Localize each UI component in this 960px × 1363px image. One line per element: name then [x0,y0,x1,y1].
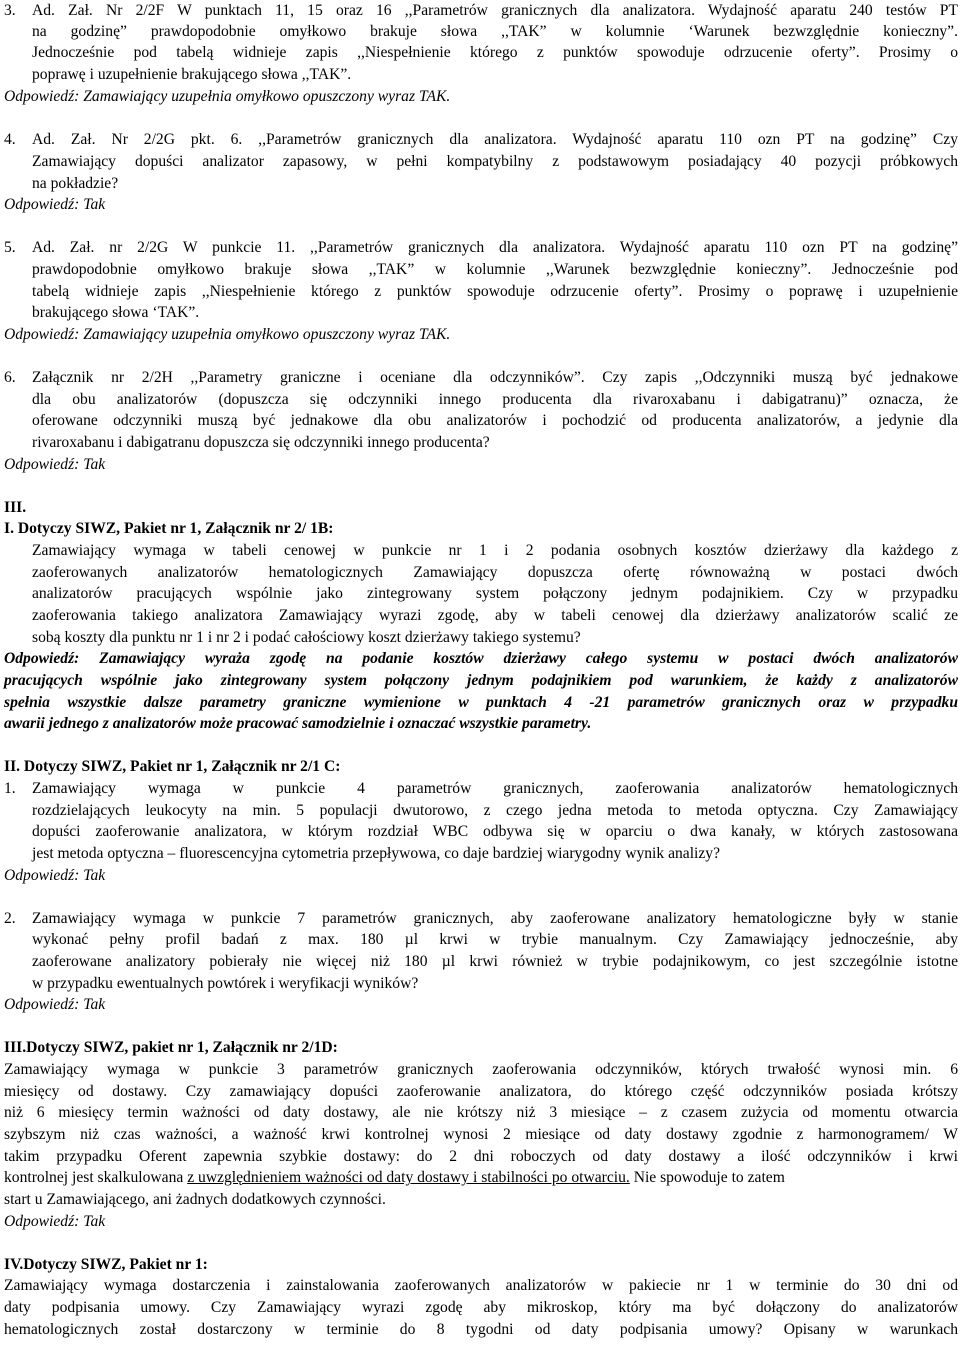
text-line [4,778,958,800]
text-line [4,367,958,389]
text-line: brakującego słowa ‘TAK”. [32,304,200,321]
answer-line: Odpowiedź: Zamawiający wyraża zgodę na podanie kosztów dzierżawy całego systemu w postaci dwóch analizatorów [4,650,958,667]
text-line [4,0,958,22]
answer-line: Odpowiedź: Tak [4,196,106,213]
text-line: w przypadku ewentualnych powtórek i weryfikacji wyników? [32,975,419,992]
answer-line: awarii jednego z analizatorów może pracować samodzielnie i oznaczać wszystkie parametry. [4,715,592,732]
answer-line: Odpowiedź: Tak [4,867,106,884]
text-line [4,129,958,151]
section-heading: IV.Dotyczy SIWZ, Pakiet nr 1: [4,1256,208,1273]
text-line: Jednocześnie pod tabelą widnieje zapis ,,Niespełnienie którego z punktów spowoduje odrzucenie oferty”. Prosimy o [32,44,958,61]
text-line [4,237,958,259]
text-line: Zamawiający wymaga dostarczenia i zainstalowania zaoferowanych analizatorów w pakiecie nr 1 w terminie do 30 dni od [4,1277,958,1294]
text-line: zaoferowanych analizatorów hematologicznych Zamawiający dopuszcza ofertę równoważną w postaci dwóch [32,564,958,581]
answer-line: Odpowiedź: Tak [4,456,106,473]
text-line: na pokładzie? [32,175,119,192]
text-line: zaoferowania takiego analizatora Zamawiający wyrazi zgodę, aby w tabeli cenowej dla dzierżawy analizatorów scalić ze [32,607,958,624]
text-line: rozdzielających leukocyty na min. 5 populacji dwutorowo, z czego jedna metoda to metoda optyczna. Czy Zamawiający [32,802,958,819]
text-line: takim przypadku Oferent zapewnia szybkie dostawy: do 2 dni roboczych od daty dostawy a ilość odczynników i krwi [4,1148,958,1165]
item-number: 5. [4,239,16,256]
item-text: Zamawiający wymaga w punkcie 4 parametrów granicznych, zaoferowania analizatorów hematologicznych [32,780,958,797]
text-line: szybszym niż czas ważności, a ważność krwi kontrolnej wynosi 2 miesiące od daty dostawy zgodnie z harmonogramem/ W [4,1126,958,1143]
text-line: hematologicznych został dostarczony w terminie do 8 tygodni od daty podpisania umowy? Opisany w warunkach [4,1321,958,1338]
text-line: niż 6 miesięcy termin ważności od daty dostawy, ale nie krótszy niż 3 miesiące – z czasem zużycia od momentu otwarcia [4,1104,958,1121]
item-text: Ad. Zał. nr 2/2G W punkcie 11. ,,Parametrów granicznych dla analizatora. Wydajność aparatu 110 ozn PT na godzinę” [32,239,958,256]
text-line: poprawę i uzupełnienie brakującego słowa ,,TAK”. [32,66,352,83]
section-heading: II. Dotyczy SIWZ, Pakiet nr 1, Załącznik nr 2/1 C: [4,758,341,775]
item-number: 2. [4,910,16,927]
item-number: 1. [4,780,16,797]
text-segment: kontrolnej jest skalkulowana [4,1169,188,1186]
underlined-text: z uwzględnieniem ważności od daty dostawy i stabilności po otwarciu. [187,1169,630,1186]
item-text: Zamawiający wymaga w punkcie 7 parametrów granicznych, aby zaoferowane analizatory hematologiczne były w stanie [32,910,958,927]
text-line: analizatorów pracujących wspólnie jako zintegrowany system połączony jednym podajnikiem. Czy w przypadku [32,585,958,602]
answer-line: Odpowiedź: Tak [4,1213,106,1230]
answer-line: Odpowiedź: Zamawiający uzupełnia omyłkowo opuszczony wyraz TAK. [4,326,451,343]
section-heading: III. [4,499,27,516]
text-line: oferowane odczynniki muszą być jednakowe dla obu analizatorów i pochodzić od producenta analizatorów, a jedynie dla [32,412,958,429]
answer-line: Odpowiedź: Tak [4,996,106,1013]
text-line [4,1167,958,1189]
text-segment: Nie spowoduje to zatem [629,1169,785,1186]
item-text: Załącznik nr 2/2H ,,Parametry graniczne i oceniane dla odczynników”. Czy zapis ,,Odczynniki muszą być jednakowe [32,369,958,386]
item-number: 3. [4,2,16,19]
item-text: Ad. Zał. Nr 2/2F W punktach 11, 15 oraz 16 ,,Parametrów granicznych dla analizatora. Wydajność aparatu 240 testów PT [32,2,958,19]
text-line: prawdopodobnie omyłkowo brakuje słowa ,,TAK” w kolumnie ,,Warunek bezwzględnie konieczny”. Jednocześnie pod [32,261,958,278]
text-line [4,908,958,930]
answer-line: pracujących wspólnie jako zintegrowany system połączony jednym podajnikiem pod warunkiem, że każdy z analizatorów [4,672,958,689]
section-heading: I. Dotyczy SIWZ, Pakiet nr 1, Załącznik nr 2/ 1B: [4,520,334,537]
item-text: Ad. Zał. Nr 2/2G pkt. 6. ,,Parametrów granicznych dla analizatora. Wydajność aparatu 110 ozn PT na godzinę” Czy [32,131,958,148]
text-line: Zamawiający wymaga w punkcie 3 parametrów granicznych zaoferowania odczynników, których trwałość wynosi min. 6 [4,1061,958,1078]
answer-line: spełnia wszystkie dalsze parametry graniczne wymienione w punktach 4 -21 parametrów granicznych oraz w przypadku [4,694,958,711]
text-line: Zamawiający wymaga w tabeli cenowej w punkcie nr 1 i 2 podania osobnych kosztów dzierżawy dla każdego z [32,542,958,559]
text-line: start u Zamawiającego, ani żadnych dodatkowych czynności. [4,1191,386,1208]
answer-line: Odpowiedź: Zamawiający uzupełnia omyłkowo opuszczony wyraz TAK. [4,88,451,105]
section-heading: III.Dotyczy SIWZ, pakiet nr 1, Załącznik nr 2/1D: [4,1039,338,1056]
item-number: 6. [4,369,16,386]
text-line: dla obu analizatorów (dopuszcza się odczynniki innego producenta dla rivaroxabanu i dabigatranu)” oznacza, że [32,391,958,408]
text-line: na godzinę” prawdopodobnie omyłkowo brakuje słowa ,,TAK” w kolumnie ‘Warunek bezwzględnie konieczny”. [32,23,958,40]
text-line: sobą koszty dla punktu nr 1 i nr 2 i podać całościowy koszt dzierżawy takiego systemu? [32,629,581,646]
text-line: rivaroxabanu i dabigatranu dopuszcza się odczynniki innego producenta? [32,434,490,451]
text-line: miesięcy od dostawy. Czy zamawiający dopuści zaoferowanie analizatora, do którego część odczynników posiada krótszy [4,1083,958,1100]
text-line: zaoferowane analizatory pobierały nie więcej niż 180 µl krwi również w trybie podajnikowym, co jest szczególnie istotne [32,953,958,970]
text-line: wykonać pełny profil badań z max. 180 µl krwi w trybie manualnym. Czy Zamawiający jednocześnie, aby [32,931,958,948]
item-number: 4. [4,131,16,148]
text-line: daty podpisania umowy. Czy Zamawiający wyrazi zgodę aby mikroskop, który ma być dołączony do analizatorów [4,1299,958,1316]
text-line: tabelą widnieje zapis ,,Niespełnienie którego z punktów spowoduje odrzucenie oferty”. Prosimy o poprawę i uzupełnienie [32,283,958,300]
text-line: jest metoda optyczna – fluorescencyjna cytometria przepływowa, co daje bardziej wiarygodny wynik analizy? [32,845,721,862]
text-line: dopuści zaoferowanie analizatora, w którym rozdział WBC odbywa się w oparciu o dwa kanały, w których zastosowana [32,823,958,840]
text-line: Zamawiający dopuści analizator zapasowy, w pełni kompatybilny z podstawowym posiadający 40 pozycji próbkowych [32,153,958,170]
